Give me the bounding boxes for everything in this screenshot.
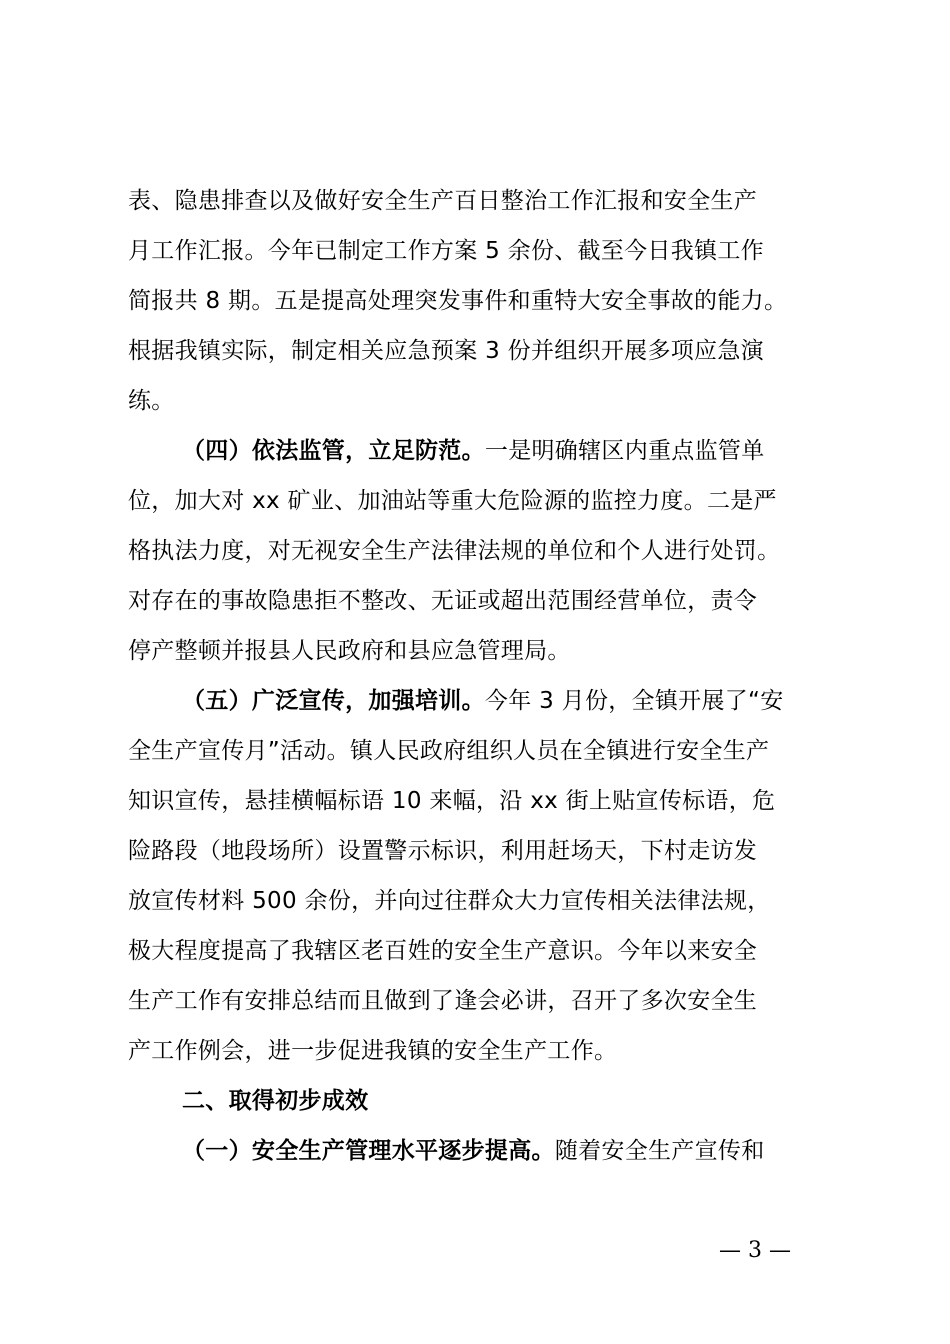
section-two-heading: 二、取得初步成效 <box>182 1088 369 1114</box>
text-line: 位，加大对 xx 矿业、加油站等重大危险源的监控力度。二是严 <box>128 488 777 514</box>
text-line: 放宣传材料 500 余份，并向过往群众大力宣传相关法律法规， <box>128 888 771 914</box>
text-line: 险路段（地段场所）设置警示标识，利用赶场天，下村走访发 <box>128 838 758 864</box>
section-two-heading-block <box>128 1076 840 1126</box>
text-line: 全生产宣传月”活动。镇人民政府组织人员在全镇进行安全生产 <box>128 738 770 764</box>
text-line: 表、隐患排查以及做好安全生产百日整治工作汇报和安全生产 <box>128 188 758 214</box>
text-line: 生产工作有安排总结而且做到了逢会必讲，召开了多次安全生 <box>128 988 758 1014</box>
text-line: 根据我镇实际，制定相关应急预案 3 份并组织开展多项应急演 <box>128 338 764 364</box>
section-four-heading: （四）依法监管，立足防范。 <box>182 438 485 464</box>
text-line: 练。 <box>128 388 175 414</box>
text-line <box>128 676 840 726</box>
text-line: 格执法力度，对无视安全生产法律法规的单位和个人进行处罚。 <box>128 538 781 564</box>
document-body <box>128 176 840 1176</box>
section-five-first-line: 今年 3 月份，全镇开展了“安 <box>484 688 784 714</box>
text-line: 知识宣传，悬挂横幅标语 10 来幅，沿 xx 街上贴宣传标语，危 <box>128 788 776 814</box>
section-four-paragraph <box>128 426 840 676</box>
subsection-one-heading: （一）安全生产管理水平逐步提高。 <box>182 1138 555 1164</box>
text-line <box>128 426 840 476</box>
paragraph-continuation <box>128 176 840 426</box>
section-four-first-line: 一是明确辖区内重点监管单 <box>484 438 765 464</box>
section-five-paragraph <box>128 676 840 1076</box>
section-five-heading: （五）广泛宣传，加强培训。 <box>182 688 485 714</box>
text-line: 对存在的事故隐患拒不整改、无证或超出范围经营单位，责令 <box>128 588 758 614</box>
text-line <box>128 1126 840 1176</box>
text-line: 极大程度提高了我辖区老百姓的安全生产意识。今年以来安全 <box>128 938 758 964</box>
text-line: 月工作汇报。今年已制定工作方案 5 余份、截至今日我镇工作 <box>128 238 764 264</box>
subsection-one-paragraph <box>128 1126 840 1176</box>
text-line: 产工作例会，进一步促进我镇的安全生产工作。 <box>128 1038 618 1064</box>
text-line: 简报共 8 期。五是提高处理突发事件和重特大安全事故的能力。 <box>128 288 788 314</box>
subsection-one-first-line: 随着安全生产宣传和 <box>554 1138 765 1164</box>
text-line: 停产整顿并报县人民政府和县应急管理局。 <box>128 638 571 664</box>
page-number: — 3 — <box>719 1238 791 1263</box>
